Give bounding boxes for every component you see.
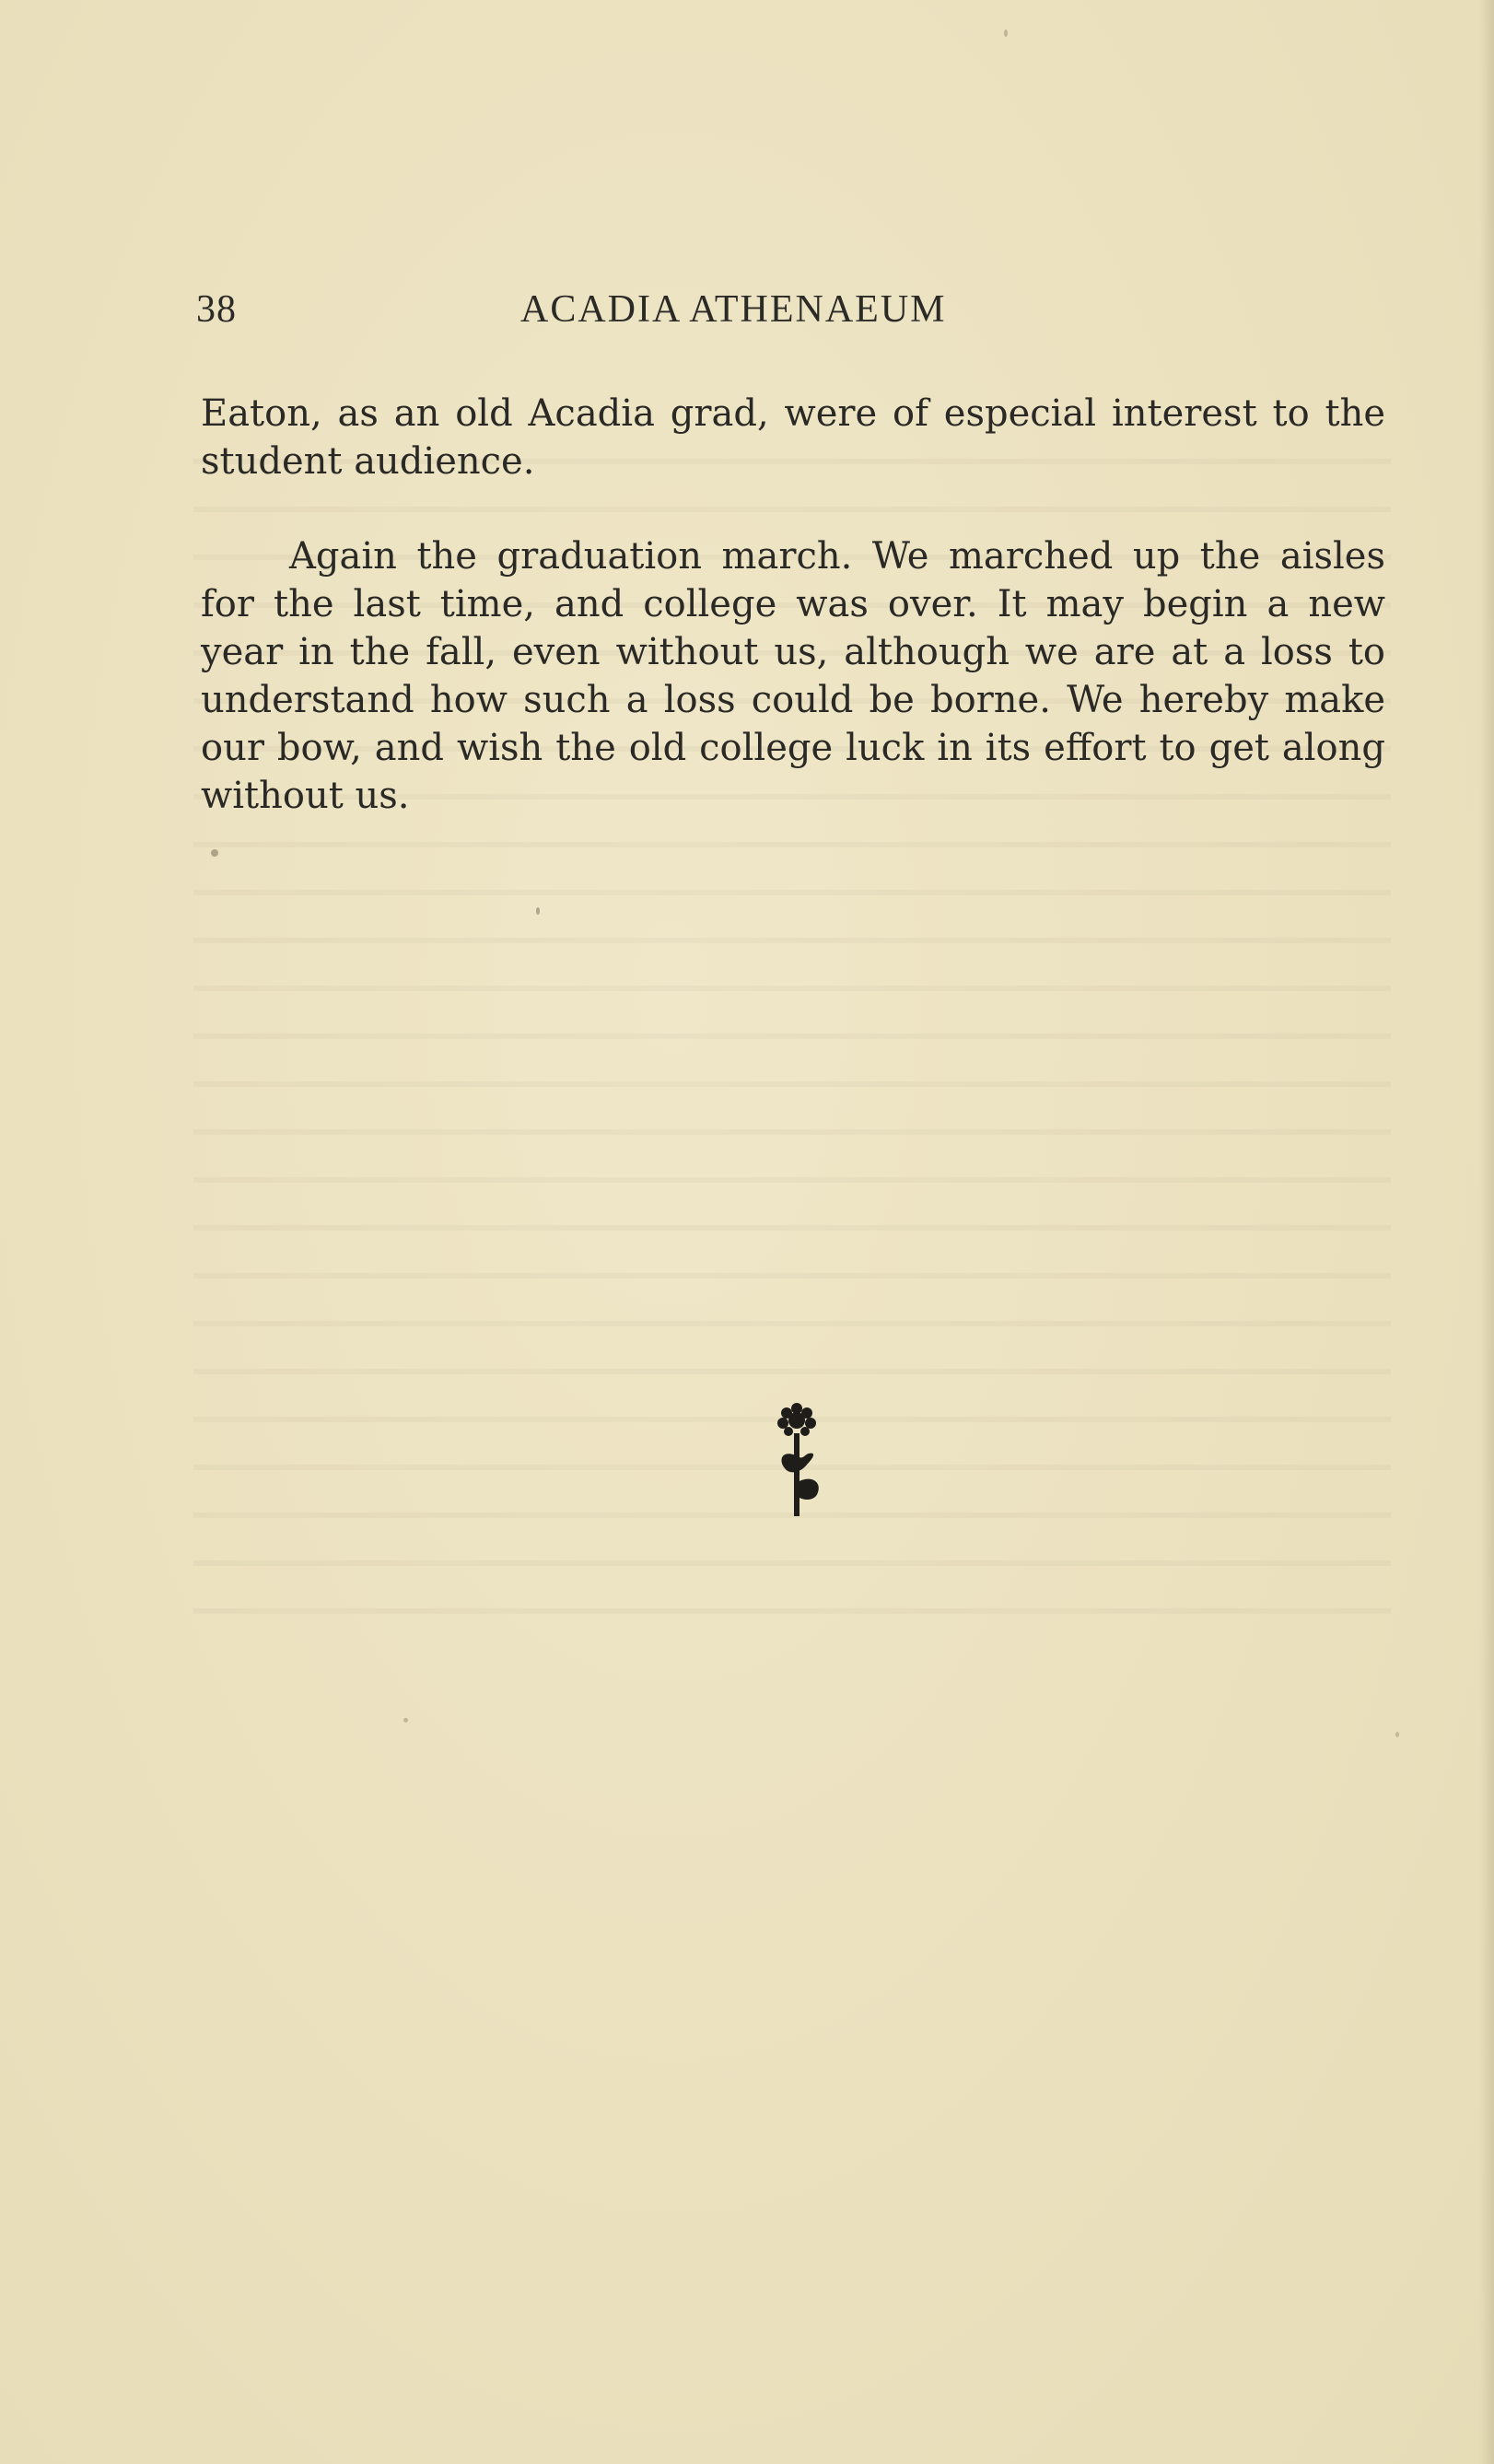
paragraph-line: for the last time, and college was over. It may begin a new (201, 583, 1385, 625)
paragraph-1 (201, 390, 1385, 485)
page-number: 38 (196, 288, 237, 331)
paragraph-line: understand how such a loss could be borne. We hereby make (201, 679, 1385, 721)
paragraph-2 (201, 532, 1385, 820)
paragraph-line: our bow, and wish the old college luck in its effort to get along (201, 727, 1385, 769)
paragraph-line: without us. (201, 775, 410, 817)
paper-speck (1004, 29, 1008, 37)
paper-speck (536, 907, 540, 915)
paper-speck (1395, 1732, 1399, 1737)
paper-speck (403, 1718, 408, 1722)
running-head: ACADIA ATHENAEUM (520, 288, 947, 331)
page-header (196, 287, 1384, 343)
paper-speck (211, 849, 218, 857)
paragraph-line: year in the fall, even without us, although we are at a loss to (201, 631, 1385, 673)
flower-ornament-icon (765, 1400, 829, 1538)
paragraph-line: Eaton, as an old Acadia grad, were of especial interest to the (201, 392, 1385, 435)
page-edge-shadow (1479, 0, 1494, 2464)
paragraph-line: Again the graduation march. We marched up the aisles (289, 535, 1385, 578)
paragraph-line: student audience. (201, 440, 535, 483)
